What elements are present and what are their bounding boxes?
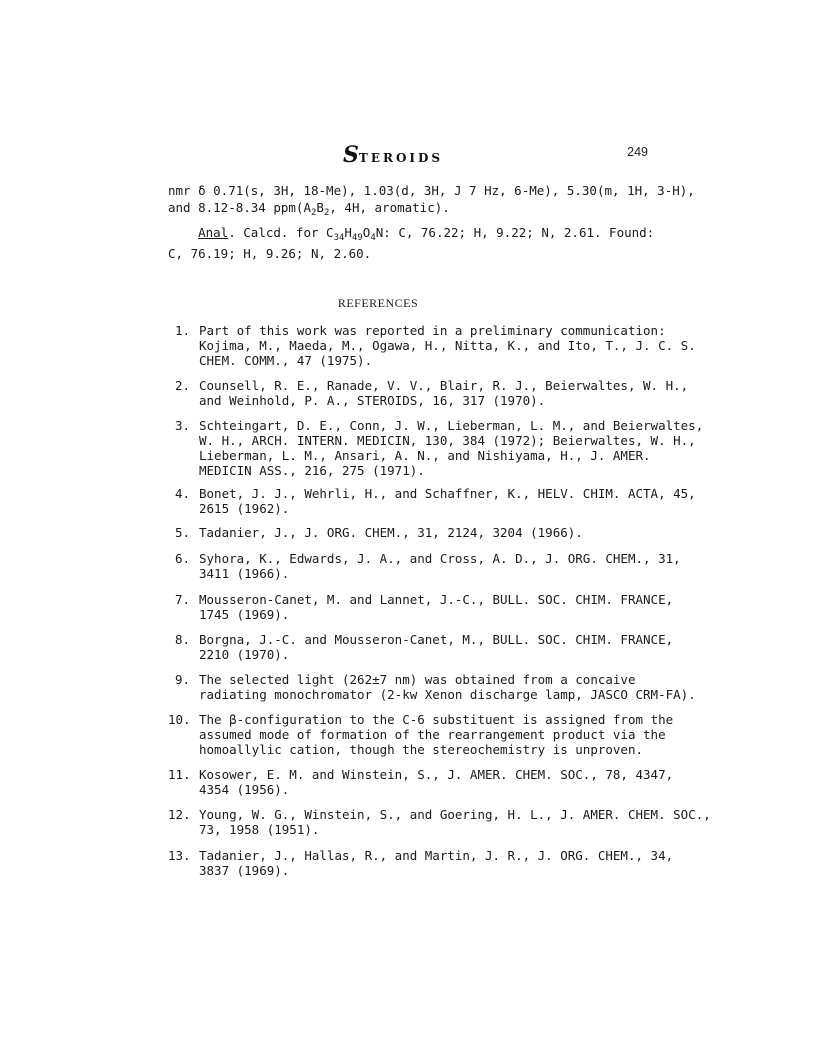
reference-number: 7. — [174, 592, 190, 607]
analysis-line-2: C, 76.19; H, 9.26; N, 2.60. — [168, 246, 372, 261]
reference-number: 5. — [174, 525, 190, 540]
reference-line: assumed mode of formation of the rearrangement product via the — [199, 727, 666, 742]
reference-line: Counsell, R. E., Ranade, V. V., Blair, R. J., Beierwaltes, W. H., — [199, 378, 689, 393]
reference-line: Part of this work was reported in a preliminary communication: — [199, 323, 666, 338]
reference-line: 1745 (1969). — [199, 607, 290, 622]
reference-line: Kojima, M., Maeda, M., Ogawa, H., Nitta, K., and Ito, T., J. C. S. — [199, 338, 696, 353]
reference-number: 9. — [174, 672, 190, 687]
reference-text — [199, 848, 673, 878]
reference-number: 8. — [174, 632, 190, 647]
analysis-paragraph — [168, 222, 658, 264]
nmr-sub-2: 2 — [323, 207, 330, 218]
reference-line: homoallylic cation, though the stereochemistry is unproven. — [199, 742, 644, 757]
reference-line: The selected light (262±7 nm) was obtained from a concaive — [199, 672, 636, 687]
reference-number: 6. — [174, 551, 190, 566]
reference-text — [199, 767, 673, 797]
reference-text — [199, 323, 696, 368]
reference-line: The β-configuration to the C-6 substituent is assigned from the — [199, 712, 674, 727]
analysis-o: O — [362, 225, 371, 240]
analysis-sub-c: 34 — [333, 233, 345, 243]
analysis-text-b: N: C, 76.22; H, 9.22; N, 2.61. Found: — [375, 225, 655, 240]
journal-title-rest: TEROIDS — [358, 151, 444, 165]
reference-text — [199, 378, 688, 408]
nmr-line-2 — [168, 199, 450, 218]
nmr-line-1: nmr δ 0.71(s, 3H, 18-Me), 1.03(d, 3H, J 7 Hz, 6-Me), 5.30(m, 1H, 3-H), — [168, 183, 695, 198]
reference-line: 3411 (1966). — [199, 566, 290, 581]
reference-text — [199, 418, 703, 478]
nmr-line-2-c: , 4H, aromatic). — [329, 199, 450, 215]
analysis-h: H — [344, 225, 352, 240]
journal-initial: S — [343, 142, 359, 168]
reference-text — [199, 672, 696, 702]
reference-text — [199, 807, 711, 837]
reference-text — [199, 632, 673, 662]
reference-line: Lieberman, L. M., Ansari, A. N., and Nishiyama, H., J. AMER. — [199, 448, 651, 463]
reference-number: 3. — [174, 418, 190, 433]
reference-line: Tadanier, J., J. ORG. CHEM., 31, 2124, 3204 (1966). — [199, 525, 583, 540]
reference-line: W. H., ARCH. INTERN. MEDICIN, 130, 384 (1972); Beierwaltes, W. H., — [199, 433, 696, 448]
reference-line: Kosower, E. M. and Winstein, S., J. AMER. CHEM. SOC., 78, 4347, — [199, 767, 674, 782]
nmr-line-2-b: B — [316, 199, 324, 215]
reference-line: and Weinhold, P. A., STEROIDS, 16, 317 (1970). — [199, 393, 546, 408]
reference-number: 13. — [168, 848, 191, 863]
reference-line: Schteingart, D. E., Conn, J. W., Lieberman, L. M., and Beierwaltes, — [199, 418, 704, 433]
nmr-sub-1: 2 — [311, 207, 317, 218]
reference-number: 12. — [168, 807, 191, 822]
reference-line: 2615 (1962). — [199, 501, 290, 516]
reference-line: 2210 (1970). — [199, 647, 290, 662]
reference-text — [199, 486, 696, 516]
analysis-sub-h: 49 — [351, 233, 363, 243]
reference-number: 4. — [174, 486, 190, 501]
reference-line: Borgna, J.-C. and Mousseron-Canet, M., BULL. SOC. CHIM. FRANCE, — [199, 632, 674, 647]
reference-number: 10. — [168, 712, 191, 727]
page-number: 249 — [627, 145, 648, 159]
journal-title — [343, 142, 443, 168]
reference-line: 3837 (1969). — [199, 863, 290, 878]
reference-line: 73, 1958 (1951). — [199, 822, 320, 837]
reference-line: radiating monochromator (2-kw Xenon discharge lamp, JASCO CRM-FA). — [199, 687, 696, 702]
analysis-label: Anal — [198, 225, 229, 240]
reference-line: Young, W. G., Winstein, S., and Goering, H. L., J. AMER. CHEM. SOC., — [199, 807, 711, 822]
reference-line: Bonet, J. J., Wehrli, H., and Schaffner, K., HELV. CHIM. ACTA, 45, — [199, 486, 696, 501]
reference-line: Mousseron-Canet, M. and Lannet, J.-C., BULL. SOC. CHIM. FRANCE, — [199, 592, 674, 607]
references-heading: REFERENCES — [337, 296, 419, 310]
reference-line: CHEM. COMM., 47 (1975). — [199, 353, 373, 368]
reference-number: 2. — [174, 378, 190, 393]
nmr-line-2-a: and 8.12-8.34 ppm(A — [168, 199, 311, 215]
analysis-text-a: . Calcd. for C — [228, 225, 334, 240]
nmr-paragraph — [168, 183, 695, 218]
reference-line: MEDICIN ASS., 216, 275 (1971). — [199, 463, 425, 478]
reference-text — [199, 592, 673, 622]
running-header — [168, 142, 648, 168]
reference-number: 1. — [174, 323, 190, 338]
reference-line: Tadanier, J., Hallas, R., and Martin, J. R., J. ORG. CHEM., 34, — [199, 848, 674, 863]
reference-line: 4354 (1956). — [199, 782, 290, 797]
reference-line: Syhora, K., Edwards, J. A., and Cross, A. D., J. ORG. CHEM., 31, — [199, 551, 681, 566]
reference-text — [199, 525, 583, 540]
reference-text — [199, 712, 673, 757]
reference-text — [199, 551, 681, 581]
reference-number: 11. — [168, 767, 191, 782]
analysis-sub-o: 4 — [370, 233, 376, 243]
